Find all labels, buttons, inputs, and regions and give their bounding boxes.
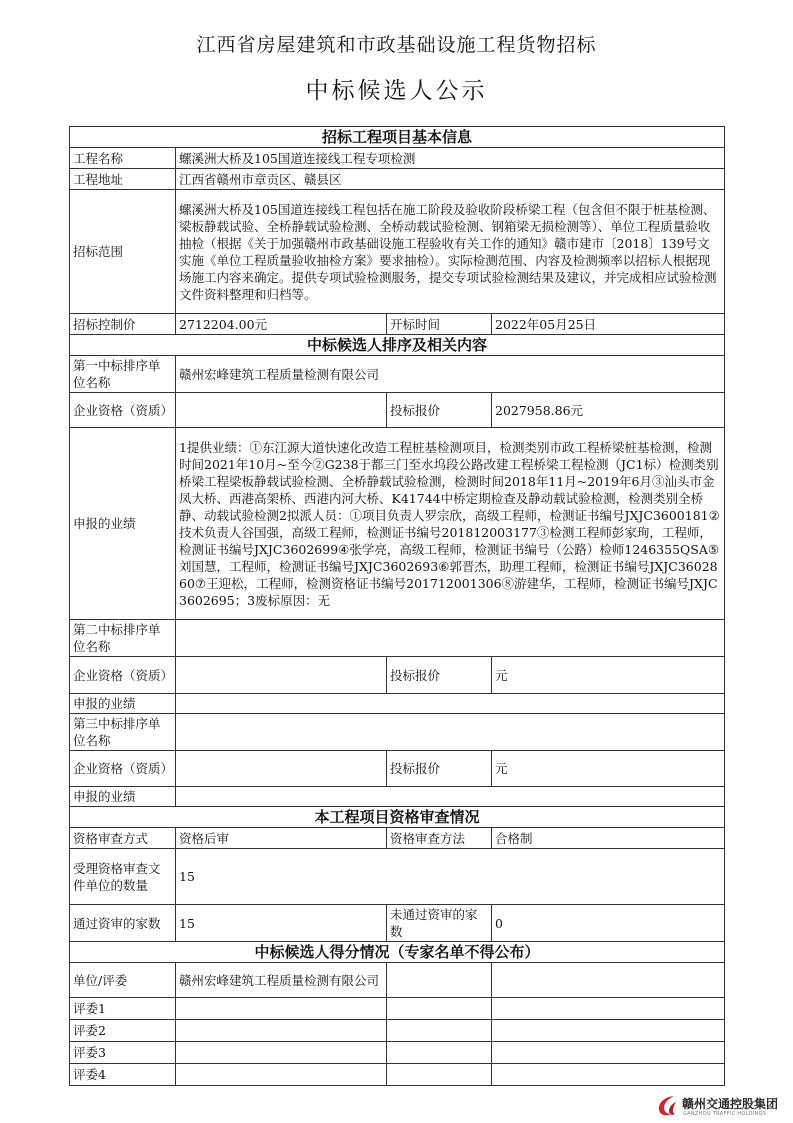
judge-score-cell [176,1042,387,1064]
scope-value: 螺溪洲大桥及105国道连接线工程包括在施工阶段及验收阶段桥梁工程（包含但不限于桩基检测、梁板静载试验、全桥静载试验检测、全桥动载试验检测、钢箱梁无损检测等）、单位工程质量验收抽检（根据《关于加强赣州市政基础设施工程验收有关工作的通知》赣市建市〔2018〕139号文实施《单位工程质量验收抽检方案》要求抽检）。实际检测范围、内容及检测频率以招标人根据现场施工内容来确定。提供专项试验检测服务，提交专项试验检测结果及建议，并完成相应试验检测文件资料整理和归档等。 [176,190,725,314]
third-bid-price-label: 投标报价 [387,751,492,787]
judge-row-label: 评委2 [70,1020,176,1042]
first-candidate-label: 第一中标排序单位名称 [70,356,176,393]
judge-score-cell [387,1064,492,1086]
judge-row-label: 评委3 [70,1042,176,1064]
third-candidate-name [176,714,725,751]
second-bid-price-label: 投标报价 [387,657,492,694]
project-location-label: 工程地址 [70,169,176,190]
announcement-table [69,126,725,1086]
judge-row-label: 评委4 [70,1064,176,1086]
open-time-label: 开标时间 [387,314,492,335]
scope-label: 招标范围 [70,190,176,314]
review-method-value: 合格制 [492,828,725,849]
judge-score-cell [387,1042,492,1064]
accepted-count-label: 受理资格审查文件单位的数量 [70,849,176,905]
review-mode-label: 资格审查方式 [70,828,176,849]
third-qualification-value [176,751,387,787]
judge-score-cell [176,998,387,1020]
first-candidate-name: 赣州宏峰建筑工程质量检测有限公司 [176,356,725,393]
first-performance-value: 1提供业绩：①东江源大道快速化改造工程桩基检测项目，检测类别市政工程桥梁桩基检测，检测时间2021年10月~至今②G238于都三门至水坞段公路改建工程桥梁工程检测（JC1标）检测类别桥梁工程梁板静载试验检测、全桥静载试验检测，检测时间2018年11月~2019年6月③汕头市金凤大桥、西港高架桥、西港内河大桥、K41744中桥定期检查及静动载试验检测，检测类别全桥静、动载试验检测2拟派人员：①项目负责人罗宗欣，高级工程师，检测证书编号JXJC3600181②技术负责人谷国强，高级工程师，检测证书编号201812003177③检测工程师彭家珣，工程师，检测证书编号JXJC3602699④张学亮，高级工程师，检测证书编号（公路）检师1246355QSA⑤刘国慧，工程师，检测证书编号JXJC3602693⑥郭晋杰，助理工程师，检测证书编号JXJC3602860⑦王迎松，工程师，检测资格证书编号201712001306⑧游建华，工程师，检测证书编号JXJC3602695；3废标原因：无 [176,428,725,620]
review-method-label: 资格审查方法 [387,828,492,849]
third-qualification-label: 企业资格（资质） [70,751,176,787]
project-name-value: 螺溪洲大桥及105国道连接线工程专项检测 [176,148,725,169]
control-price-label: 招标控制价 [70,314,176,335]
third-performance-value [176,787,725,807]
judge-score-cell [387,1020,492,1042]
judge-score-cell [492,1064,725,1086]
logo-name-en: GANZHOU TRAFFIC HOLDINGS [683,1111,767,1117]
first-bid-price-label: 投标报价 [387,393,492,428]
control-price-value: 2712204.00元 [176,314,387,335]
judge-score-cell [387,998,492,1020]
first-qualification-label: 企业资格（资质） [70,393,176,428]
judge-score-cell [492,1042,725,1064]
third-bid-price-value: 元 [492,751,725,787]
document-title: 江西省房屋建筑和市政基础设施工程货物招标 [196,34,597,56]
project-name-label: 工程名称 [70,148,176,169]
judge-score-cell [176,1020,387,1042]
judge-score-cell [176,1064,387,1086]
section-heading-candidates: 中标候选人排序及相关内容 [70,335,725,356]
project-location-value: 江西省赣州市章贡区、赣县区 [176,169,725,190]
section-heading-qualification-review: 本工程项目资格审查情况 [70,807,725,828]
second-performance-value [176,694,725,714]
judge-score-cell [492,998,725,1020]
review-mode-value: 资格后审 [176,828,387,849]
failed-count-value: 0 [492,905,725,942]
section-heading-scores: 中标候选人得分情况（专家名单不得公布） [70,942,725,963]
third-candidate-label: 第三中标排序单位名称 [70,714,176,751]
second-performance-label: 申报的业绩 [70,694,176,714]
accepted-count-value: 15 [176,849,725,905]
first-performance-label: 申报的业绩 [70,428,176,620]
second-candidate-label: 第二中标排序单位名称 [70,620,176,657]
judge-row-label: 评委1 [70,998,176,1020]
score-unit-name: 赣州宏峰建筑工程质量检测有限公司 [176,963,387,998]
judge-score-cell [492,1020,725,1042]
section-heading-basic-info: 招标工程项目基本信息 [70,127,725,148]
third-performance-label: 申报的业绩 [70,787,176,807]
second-bid-price-value: 元 [492,657,725,694]
open-time-value: 2022年05月25日 [492,314,725,335]
company-logo [654,1093,793,1119]
failed-count-label: 未通过资审的家数 [387,905,492,942]
passed-count-value: 15 [176,905,387,942]
document-subtitle: 中标候选人公示 [305,78,488,104]
unit-judge-label: 单位/评委 [70,963,176,998]
first-qualification-value [176,393,387,428]
logo-mark-icon [654,1093,680,1119]
logo-name-cn: 赣州交通控股集团 [682,1097,779,1111]
passed-count-label: 通过资审的家数 [70,905,176,942]
second-candidate-name [176,620,725,657]
score-cell-empty [387,963,492,998]
first-bid-price-value: 2027958.86元 [492,393,725,428]
second-qualification-value [176,657,387,694]
second-qualification-label: 企业资格（资质） [70,657,176,694]
score-cell-empty [492,963,725,998]
